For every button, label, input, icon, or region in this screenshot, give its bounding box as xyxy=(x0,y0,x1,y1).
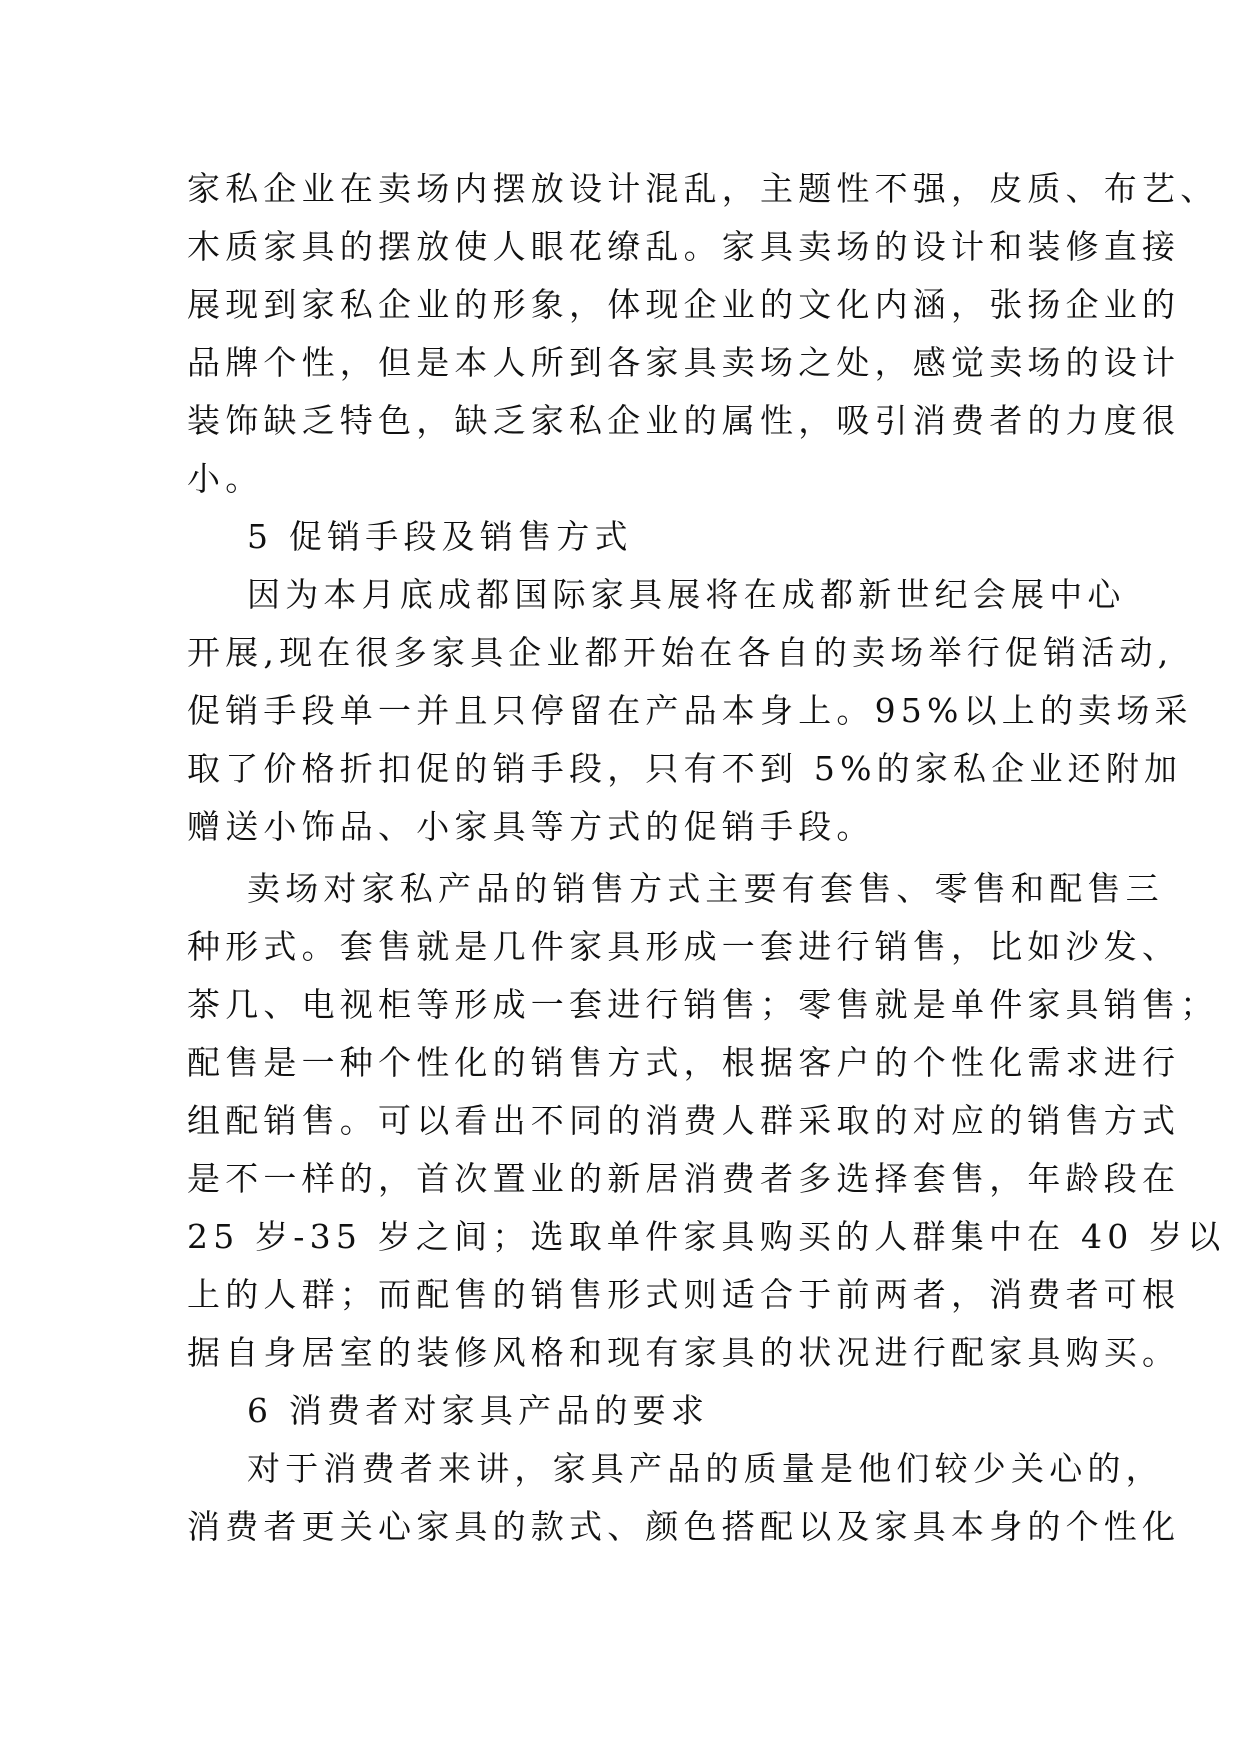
paragraph-3-line-2: 种形式。套售就是几件家具形成一套进行销售，比如沙发、 xyxy=(187,927,1181,966)
paragraph-3-line-3: 茶几、电视柜等形成一套进行销售；零售就是单件家具销售； xyxy=(187,985,1219,1024)
paragraph-3-line-4: 配售是一种个性化的销售方式，根据客户的个性化需求进行 xyxy=(187,1043,1181,1082)
section-heading-6: 6 消费者对家具产品的要求 xyxy=(247,1391,710,1430)
paragraph-1-line-3: 展现到家私企业的形象，体现企业的文化内涵，张扬企业的 xyxy=(187,285,1181,324)
paragraph-1-line-6: 小。 xyxy=(187,459,264,498)
paragraph-3-line-5: 组配销售。可以看出不同的消费人群采取的对应的销售方式 xyxy=(187,1101,1181,1140)
paragraph-3-line-9: 据自身居室的装修风格和现有家具的状况进行配家具购买。 xyxy=(187,1333,1181,1372)
paragraph-2-line-5: 赠送小饰品、小家具等方式的促销手段。 xyxy=(187,807,875,846)
section-heading-5: 5 促销手段及销售方式 xyxy=(247,517,633,556)
document-body xyxy=(187,160,1226,1556)
paragraph-2-line-4: 取了价格折扣促的销手段，只有不到 5%的家私企业还附加 xyxy=(187,749,1183,788)
paragraph-4-line-2: 消费者更关心家具的款式、颜色搭配以及家具本身的个性化 xyxy=(187,1507,1181,1546)
paragraph-3-line-7: 25 岁-35 岁之间；选取单件家具购买的人群集中在 40 岁以 xyxy=(187,1217,1226,1256)
paragraph-3-line-1: 卖场对家私产品的销售方式主要有套售、零售和配售三 xyxy=(247,869,1164,908)
paragraph-3-line-8: 上的人群；而配售的销售形式则适合于前两者，消费者可根 xyxy=(187,1275,1181,1314)
paragraph-2-line-2: 开展,现在很多家具企业都开始在各自的卖场举行促销活动, xyxy=(187,633,1174,672)
paragraph-2-line-1: 因为本月底成都国际家具展将在成都新世纪会展中心 xyxy=(247,575,1126,614)
paragraph-3-line-6: 是不一样的，首次置业的新居消费者多选择套售，年龄段在 xyxy=(187,1159,1181,1198)
paragraph-4-line-1: 对于消费者来讲，家具产品的质量是他们较少关心的， xyxy=(247,1449,1164,1488)
paragraph-1-line-2: 木质家具的摆放使人眼花缭乱。家具卖场的设计和装修直接 xyxy=(187,227,1181,266)
paragraph-1-line-4: 品牌个性，但是本人所到各家具卖场之处，感觉卖场的设计 xyxy=(187,343,1181,382)
paragraph-1-line-5: 装饰缺乏特色，缺乏家私企业的属性，吸引消费者的力度很 xyxy=(187,401,1181,440)
paragraph-1-line-1: 家私企业在卖场内摆放设计混乱，主题性不强，皮质、布艺、 xyxy=(187,169,1219,208)
paragraph-2-line-3: 促销手段单一并且只停留在产品本身上。95%以上的卖场采 xyxy=(187,691,1193,730)
